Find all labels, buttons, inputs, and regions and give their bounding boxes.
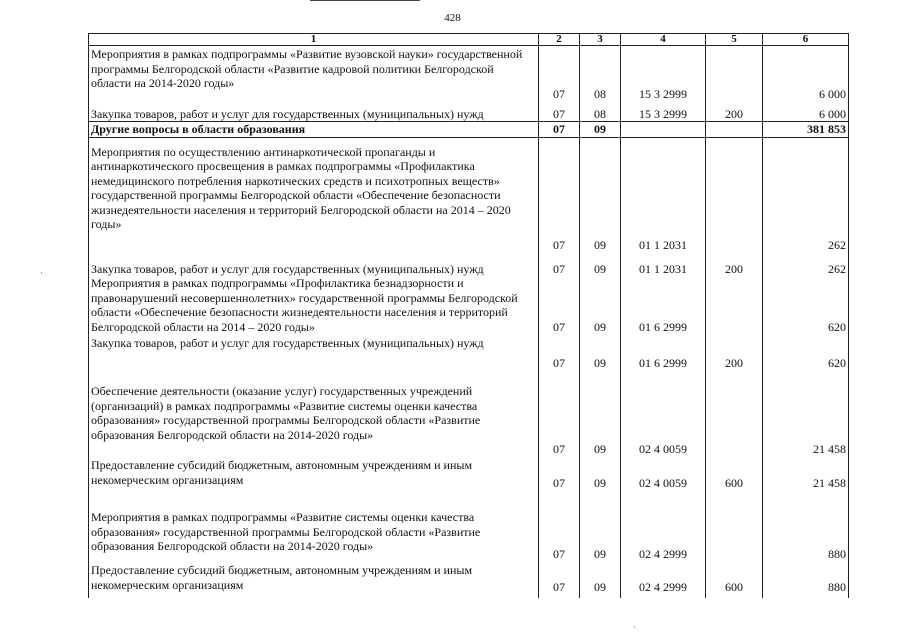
row-description: Обеспечение деятельности (оказание услуг) государственных учреждений (организаций) в рамках подпрограммы «Развитие системы оценки качества образования» государственной программы Белгородской области «Развитие образования Белгородской области на 2014-2020 годы» [89,376,539,458]
row-expense-type [706,376,763,458]
row-expense-type: 200 [706,336,763,376]
row-target-article: 02 4 2999 [621,498,706,563]
header-row [89,34,849,46]
row-description: Закупка товаров, работ и услуг для государственных (муниципальных) нужд [89,336,539,376]
row-amount: 262 [763,255,849,276]
table-row [89,137,849,255]
table-row [89,458,849,498]
row-amount: 21 458 [763,376,849,458]
row-target-article: 01 6 2999 [621,276,706,336]
row-section: 07 [539,137,580,255]
row-target-article: 02 4 0059 [621,376,706,458]
row-subsection: 09 [580,458,621,498]
row-subsection: 09 [580,563,621,598]
row-target-article: 01 1 2031 [621,137,706,255]
row-amount: 880 [763,563,849,598]
table-row [89,336,849,376]
row-amount: 381 853 [763,122,849,138]
row-section: 07 [539,336,580,376]
col-header-5: 5 [706,34,763,46]
row-description: Предоставление субсидий бюджетным, автономным учреждениям и иным некомерческим организациям [89,563,539,598]
row-section: 07 [539,122,580,138]
table-row [89,106,849,122]
table-row [89,376,849,458]
top-rule [310,0,420,1]
row-expense-type [706,498,763,563]
row-expense-type [706,46,763,106]
row-amount: 620 [763,276,849,336]
row-target-article: 15 3 2999 [621,46,706,106]
col-header-2: 2 [539,34,580,46]
col-header-3: 3 [580,34,621,46]
row-amount: 262 [763,137,849,255]
row-amount: 880 [763,498,849,563]
row-subsection: 09 [580,276,621,336]
row-expense-type: 600 [706,458,763,498]
row-section: 07 [539,498,580,563]
row-expense-type: 200 [706,255,763,276]
row-amount: 620 [763,336,849,376]
row-target-article: 01 6 2999 [621,336,706,376]
row-target-article: 02 4 0059 [621,458,706,498]
row-subsection: 09 [580,376,621,458]
row-description: Закупка товаров, работ и услуг для государственных (муниципальных) нужд [89,255,539,276]
table-row [89,276,849,336]
row-subsection: 08 [580,106,621,122]
row-description: Другие вопросы в области образования [89,122,539,138]
scan-speck: · [633,622,636,632]
row-subsection: 09 [580,336,621,376]
table-row [89,498,849,563]
row-target-article: 15 3 2999 [621,106,706,122]
budget-table-sheet [88,33,848,598]
row-description: Закупка товаров, работ и услуг для государственных (муниципальных) нужд [89,106,539,122]
row-section: 07 [539,255,580,276]
row-subsection: 08 [580,46,621,106]
row-description: Предоставление субсидий бюджетным, автономным учреждениям и иным некомерческим организациям [89,458,539,498]
row-section: 07 [539,376,580,458]
row-expense-type: 600 [706,563,763,598]
row-target-article [621,122,706,138]
row-section: 07 [539,276,580,336]
row-subsection: 09 [580,498,621,563]
budget-table [88,33,849,598]
row-amount: 6 000 [763,46,849,106]
row-section: 07 [539,458,580,498]
col-header-6: 6 [763,34,849,46]
table-row [89,46,849,106]
row-expense-type: 200 [706,106,763,122]
row-expense-type [706,122,763,138]
row-amount: 21 458 [763,458,849,498]
row-target-article: 01 1 2031 [621,255,706,276]
row-section: 07 [539,563,580,598]
table-row-section-total [89,122,849,138]
col-header-1: 1 [89,34,539,46]
row-expense-type [706,276,763,336]
row-description: Мероприятия в рамках подпрограммы «Профилактика безнадзорности и правонарушений несовершеннолетних» государственной программы Белгородской области «Обеспечение безопасности жизнедеятельности населения и территорий Белгородской области на 2014 – 2020 годы» [89,276,539,336]
scan-speck: · [40,268,43,278]
page-number: 428 [444,12,461,24]
row-description: Мероприятия в рамках подпрограммы «Развитие системы оценки качества образования» государственной программы Белгородской области «Развитие образования Белгородской области на 2014-2020 годы» [89,498,539,563]
col-header-4: 4 [621,34,706,46]
row-target-article: 02 4 2999 [621,563,706,598]
row-description: Мероприятия в рамках подпрограммы «Развитие вузовской науки» государственной программы Белгородской области «Развитие кадровой политики Белгородской области на 2014-2020 годы» [89,46,539,106]
row-description: Мероприятия по осуществлению антинаркотической пропаганды и антинаркотического просвещения в рамках подпрограммы «Профилактика немедицинского потребления наркотических средств и психотропных веществ» государственной программы Белгородской области «Обеспечение безопасности жизнедеятельности населения и территорий Белгородской области на 2014 – 2020 годы» [89,137,539,255]
table-row [89,255,849,276]
row-section: 07 [539,106,580,122]
row-subsection: 09 [580,122,621,138]
row-subsection: 09 [580,255,621,276]
row-subsection: 09 [580,137,621,255]
row-amount: 6 000 [763,106,849,122]
table-row [89,563,849,598]
row-section: 07 [539,46,580,106]
row-expense-type [706,137,763,255]
